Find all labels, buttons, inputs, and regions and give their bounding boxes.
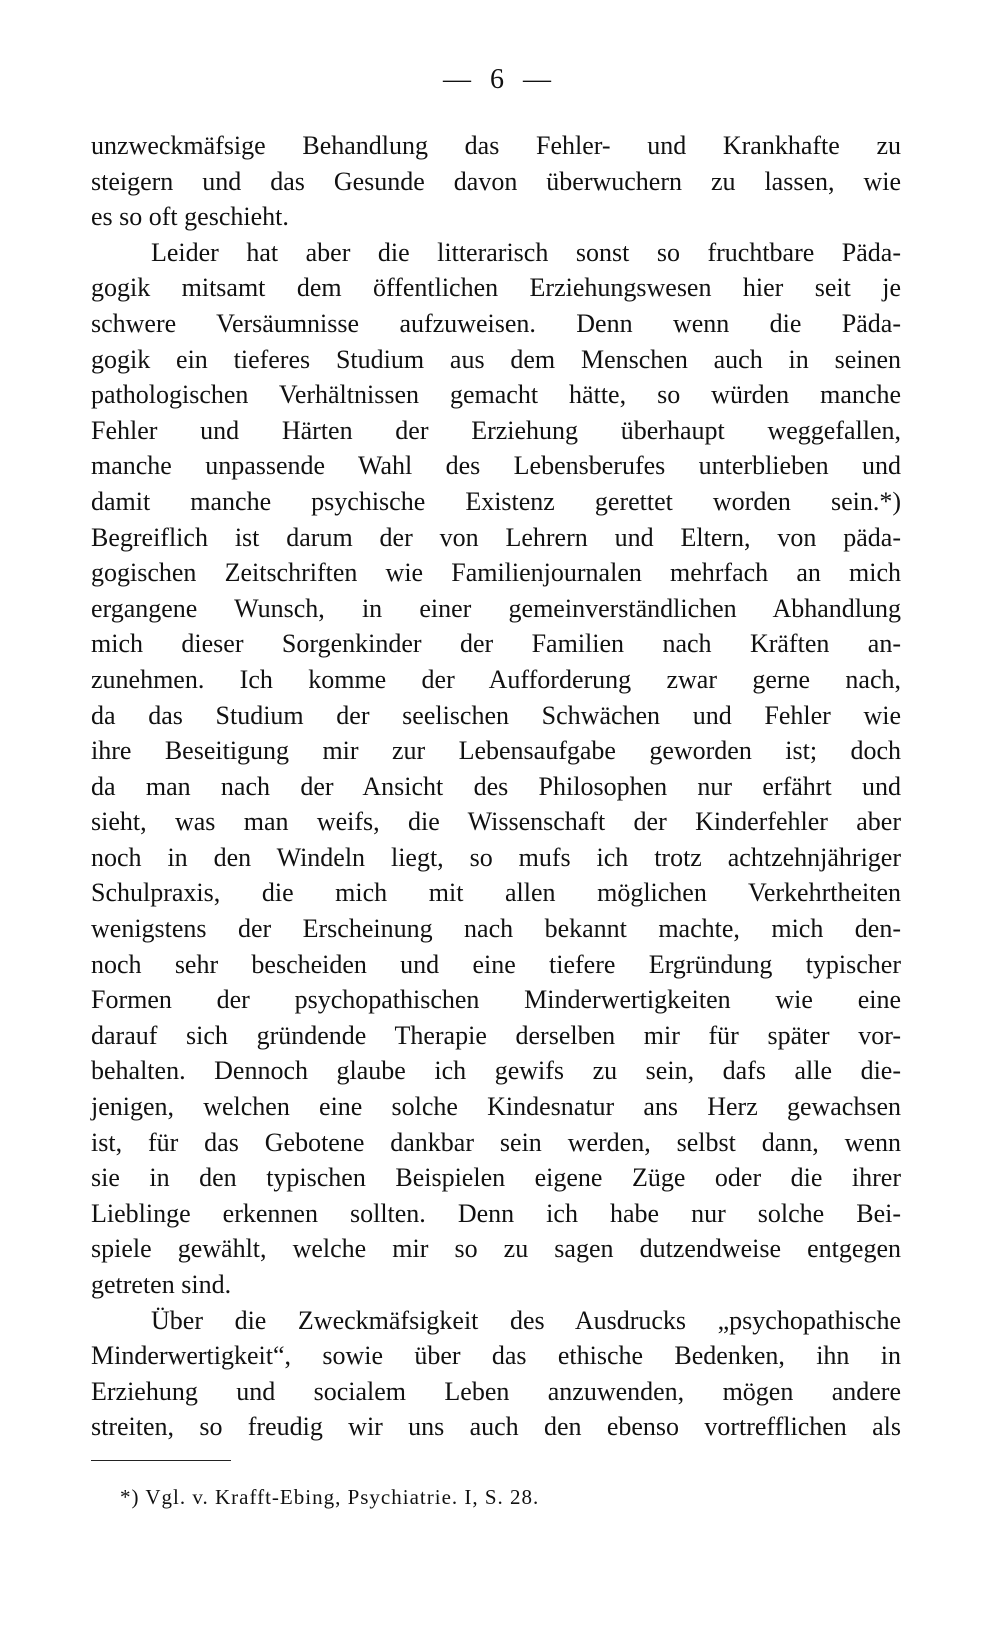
text-line: wenigstens der Erscheinung nach bekannt machte, mich den- — [91, 914, 901, 944]
text-line: ist, für das Gebotene dankbar sein werden, selbst dann, wenn — [91, 1127, 901, 1157]
text-line: spiele gewählt, welche mir so zu sagen dutzendweise entgegen — [91, 1234, 901, 1264]
text-line: behalten. Dennoch glaube ich gewifs zu sein, dafs alle die- — [91, 1056, 901, 1086]
text-line: manche unpassende Wahl des Lebensberufes unterblieben und — [91, 451, 901, 481]
footnote: *) Vgl. v. Krafft-Ebing, Psychiatrie. I, S. 28. — [120, 1485, 540, 1509]
text-line: jenigen, welchen eine solche Kindesnatur ans Herz gewachsen — [91, 1092, 901, 1122]
text-line: unzweckmäfsige Behandlung das Fehler- und Krankhafte zu — [91, 131, 901, 160]
text-line: gogischen Zeitschriften wie Familienjournalen mehrfach an mich — [91, 558, 901, 588]
text-line: ergangene Wunsch, in einer gemeinverständlichen Abhandlung — [91, 593, 901, 623]
text-line: Über die Zweckmäfsigkeit des Ausdrucks „psychopathische — [151, 1305, 901, 1335]
text-line: noch in den Windeln liegt, so mufs ich trotz achtzehnjähriger — [91, 842, 901, 872]
text-line: sieht, was man weifs, die Wissenschaft der Kinderfehler aber — [91, 807, 901, 837]
text-line: schwere Versäumnisse aufzuweisen. Denn wenn die Päda- — [91, 308, 901, 338]
text-line: damit manche psychische Existenz gerettet worden sein.*) — [91, 486, 901, 516]
text-line: gogik ein tieferes Studium aus dem Menschen auch in seinen — [91, 344, 901, 374]
text-line: zunehmen. Ich komme der Aufforderung zwar gerne nach, — [91, 664, 901, 694]
text-line: Formen der psychopathischen Minderwertigkeiten wie eine — [91, 985, 901, 1015]
text-line: Minderwertigkeit“, sowie über das ethische Bedenken, ihn in — [91, 1341, 901, 1371]
text-line: gogik mitsamt dem öffentlichen Erziehungswesen hier seit je — [91, 273, 901, 303]
text-line: Leider hat aber die litterarisch sonst so fruchtbare Päda- — [151, 237, 901, 267]
text-line: noch sehr bescheiden und eine tiefere Ergründung typischer — [91, 949, 901, 979]
text-line: Fehler und Härten der Erziehung überhaupt weggefallen, — [91, 415, 901, 445]
text-line: Lieblinge erkennen sollten. Denn ich habe nur solche Bei- — [91, 1198, 901, 1228]
text-line: pathologischen Verhältnissen gemacht hätte, so würden manche — [91, 380, 901, 410]
text-line: Erziehung und socialem Leben anzuwenden, mögen andere — [91, 1376, 901, 1406]
body-text — [91, 128, 901, 1445]
text-line: streiten, so freudig wir uns auch den ebenso vortrefflichen als — [91, 1412, 901, 1442]
text-line: getreten sind. — [91, 1270, 232, 1299]
page-number: — 6 — — [443, 64, 557, 95]
text-line: da das Studium der seelischen Schwächen und Fehler wie — [91, 700, 901, 730]
text-line: Begreiflich ist darum der von Lehrern und Eltern, von päda- — [91, 522, 901, 552]
text-line: darauf sich gründende Therapie derselben mir für später vor- — [91, 1020, 901, 1050]
text-line: es so oft geschieht. — [91, 202, 289, 232]
text-line: sie in den typischen Beispielen eigene Züge oder die ihrer — [91, 1163, 901, 1193]
footnote-divider — [91, 1460, 231, 1461]
text-line: steigern und das Gesunde davon überwuchern zu lassen, wie — [91, 166, 901, 196]
text-line: Schulpraxis, die mich mit allen möglichen Verkehrtheiten — [91, 878, 901, 908]
text-line: ihre Beseitigung mir zur Lebensaufgabe geworden ist; doch — [91, 736, 901, 766]
text-line: mich dieser Sorgenkinder der Familien nach Kräften an- — [91, 629, 901, 659]
text-line: da man nach der Ansicht des Philosophen nur erfährt und — [91, 771, 901, 801]
